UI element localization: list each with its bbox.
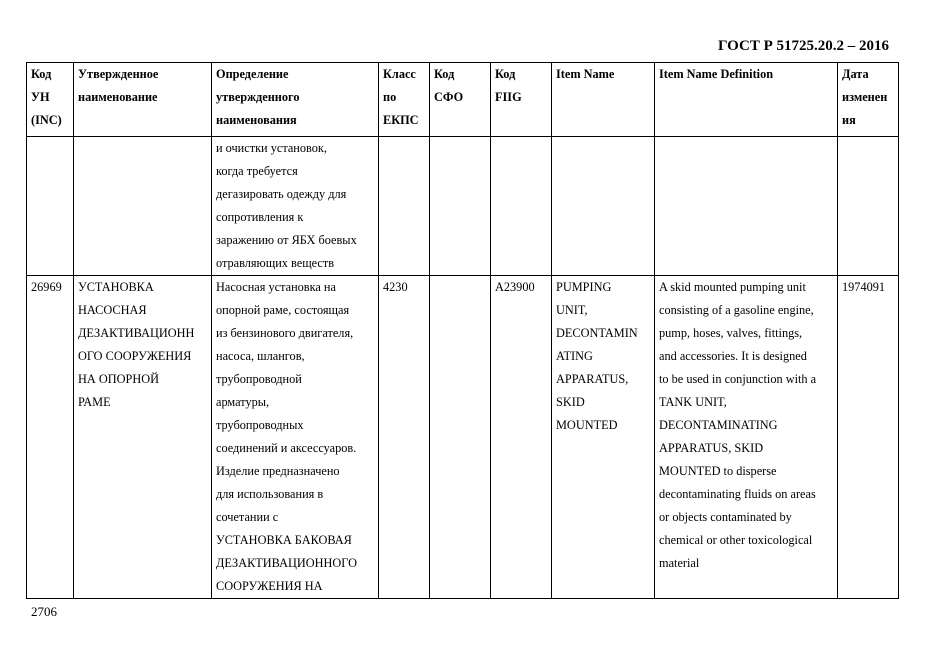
cell-definition: Насосная установка на опорной раме, состоящая из бензинового двигателя, насоса, шлангов, трубопроводной арматуры, трубопроводных соединений и аксессуаров. Изделие предназначено для использования в сочетании с УСТАНОВКА БАКОВАЯ ДЕЗАКТИВАЦИОННОГО СООРУЖЕНИЯ НА bbox=[212, 276, 379, 599]
cell-sfo bbox=[430, 137, 491, 276]
col-header-fiig: Код FIIG bbox=[491, 63, 552, 137]
cell-item-name bbox=[552, 137, 655, 276]
cell-date: 1974091 bbox=[838, 276, 899, 599]
table-row bbox=[27, 276, 899, 599]
table-header-row bbox=[27, 63, 899, 137]
cell-approved-name bbox=[74, 137, 212, 276]
cell-inc: 26969 bbox=[27, 276, 74, 599]
col-header-date: Дата изменен ия bbox=[838, 63, 899, 137]
cell-item-definition bbox=[655, 137, 838, 276]
document-title: ГОСТ Р 51725.20.2 – 2016 bbox=[717, 38, 889, 54]
cell-sfo bbox=[430, 276, 491, 599]
cell-fiig: A23900 bbox=[491, 276, 552, 599]
cell-item-name: PUMPING UNIT, DECONTAMIN ATING APPARATUS, SKID MOUNTED bbox=[552, 276, 655, 599]
cell-approved-name: УСТАНОВКА НАСОСНАЯ ДЕЗАКТИВАЦИОНН ОГО СООРУЖЕНИЯ НА ОПОРНОЙ РАМЕ bbox=[74, 276, 212, 599]
cell-class: 4230 bbox=[379, 276, 430, 599]
col-header-item-definition: Item Name Definition bbox=[655, 63, 838, 137]
catalog-table bbox=[26, 62, 899, 599]
cell-definition: и очистки установок, когда требуется дегазировать одежду для сопротивления к заражению от ЯБХ боевых отравляющих веществ bbox=[212, 137, 379, 276]
page-number: 2706 bbox=[31, 604, 57, 619]
table-row bbox=[27, 137, 899, 276]
col-header-class: Класс по ЕКПС bbox=[379, 63, 430, 137]
cell-fiig bbox=[491, 137, 552, 276]
col-header-approved-name: Утвержденное наименование bbox=[74, 63, 212, 137]
col-header-sfo: Код СФО bbox=[430, 63, 491, 137]
col-header-definition: Определение утвержденного наименования bbox=[212, 63, 379, 137]
cell-item-definition: A skid mounted pumping unit consisting of a gasoline engine, pump, hoses, valves, fittings, and accessories. It is designed to be used in conjunction with a TANK UNIT, DECONTAMINATING APPARATUS, SKID MOUNTED to disperse decontaminating fluids on areas or objects contaminated by chemical or other toxicological material bbox=[655, 276, 838, 599]
col-header-inc: Код УН (INC) bbox=[27, 63, 74, 137]
cell-class bbox=[379, 137, 430, 276]
col-header-item-name: Item Name bbox=[552, 63, 655, 137]
cell-inc bbox=[27, 137, 74, 276]
cell-date bbox=[838, 137, 899, 276]
